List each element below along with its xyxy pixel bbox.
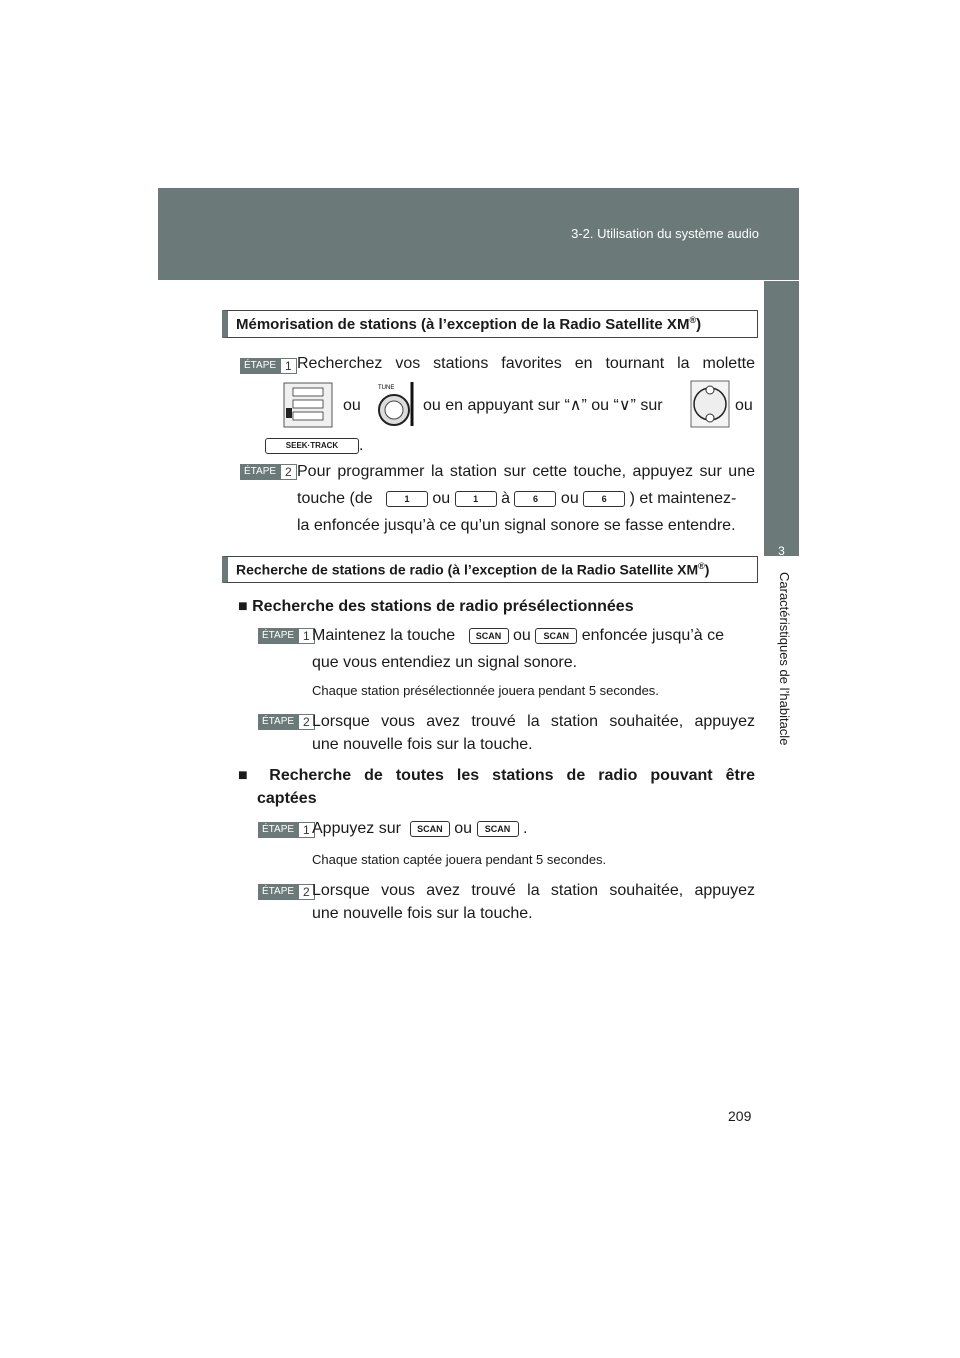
heading-text: Mémorisation de stations (à l’exception de la Radio Satellite XM xyxy=(236,316,690,333)
b1-step1-line2: que vous entendiez un signal sonore. xyxy=(312,654,578,671)
tune-file-knob-icon xyxy=(368,380,416,428)
b2-step2-line2: une nouvelle fois sur la touche. xyxy=(312,905,533,922)
period: . xyxy=(359,437,364,454)
step-badge xyxy=(258,884,315,900)
b1-step2-line2: une nouvelle fois sur la touche. xyxy=(312,736,533,753)
page-number: 209 xyxy=(728,1108,752,1124)
section-title: 3-2. Utilisation du système audio xyxy=(571,226,759,241)
section-heading-recherche xyxy=(222,556,758,583)
step-badge xyxy=(240,464,297,480)
heading-text: Recherche de stations de radio (à l’exception de la Radio Satellite XM xyxy=(236,561,699,578)
heading-sup: ® xyxy=(698,561,705,571)
side-tab-box xyxy=(764,281,799,556)
b1-step2-line1: Lorsque vous avez trouvé la station souhaitée, appuyez xyxy=(312,713,755,730)
step-number: 1 xyxy=(298,822,315,838)
step-label: ÉTAPE xyxy=(258,628,298,644)
bullet-heading-2: ■ Recherche de toutes les stations de radio pouvant être xyxy=(238,767,756,784)
tune-knob-icon xyxy=(283,382,333,428)
step-number: 2 xyxy=(280,464,297,480)
b2-step2-line1: Lorsque vous avez trouvé la station souhaitée, appuyez xyxy=(312,882,755,899)
scan-button: SCAN xyxy=(469,628,509,644)
preset-1-button: 1 xyxy=(386,491,428,507)
svg-text:TUNE: TUNE xyxy=(378,385,395,391)
b2-step1-line1: Appuyez sur SCAN ou SCAN . xyxy=(312,820,528,837)
step2-line2: touche (de 1 ou 1 à 6 ou 6 ) et maintenez- xyxy=(297,490,737,507)
chapter-number: 3 xyxy=(778,544,785,558)
step-number: 1 xyxy=(298,628,315,644)
heading-end: ) xyxy=(704,561,710,578)
step1-text-2: ou en appuyant sur “∧” ou “∨” sur xyxy=(423,397,663,414)
step1-text: Recherchez vos stations favorites en tournant la molette xyxy=(297,355,755,372)
bullet-heading-2b: captées xyxy=(257,790,317,807)
step-badge xyxy=(240,358,297,374)
step-number: 1 xyxy=(280,358,297,374)
or-text-2: ou xyxy=(735,397,753,414)
step-badge xyxy=(258,628,315,644)
header-band xyxy=(158,188,799,280)
preset-6-slanted-button: 6 xyxy=(583,491,625,507)
chapter-label: Caractéristiques de l’habitacle xyxy=(777,572,792,746)
note-text: Chaque station présélectionnée jouera pendant 5 secondes. xyxy=(312,683,659,698)
heading-sup: ® xyxy=(689,315,697,325)
step-number: 2 xyxy=(298,884,315,900)
note-text: Chaque station captée jouera pendant 5 secondes. xyxy=(312,852,607,867)
step-label: ÉTAPE xyxy=(258,822,298,838)
step-number: 2 xyxy=(298,714,315,730)
heading-end: ) xyxy=(696,316,702,333)
b1-step1-line1: Maintenez la touche SCAN ou SCAN enfoncée jusqu’à ce xyxy=(312,627,725,644)
seek-track-knob-icon xyxy=(690,380,730,428)
bullet-heading-1: ■ Recherche des stations de radio présélectionnées xyxy=(238,598,634,615)
seek-track-row xyxy=(265,437,363,455)
step-badge xyxy=(258,822,315,838)
step-label: ÉTAPE xyxy=(240,358,280,374)
or-text: ou xyxy=(343,397,361,414)
scan-slanted-button: SCAN xyxy=(535,628,577,644)
section-heading-memorisation xyxy=(222,310,758,338)
step2-line3: la enfoncée jusqu’à ce qu’un signal sonore se fasse entendre. xyxy=(297,517,736,534)
step-label: ÉTAPE xyxy=(258,714,298,730)
preset-6-button: 6 xyxy=(514,491,556,507)
side-tab xyxy=(764,281,799,1358)
preset-1-slanted-button: 1 xyxy=(455,491,497,507)
step-label: ÉTAPE xyxy=(240,464,280,480)
step-badge xyxy=(258,714,315,730)
seek-track-button: SEEK·TRACK xyxy=(265,438,359,454)
step-label: ÉTAPE xyxy=(258,884,298,900)
scan-button: SCAN xyxy=(410,821,450,837)
scan-slanted-button: SCAN xyxy=(477,821,519,837)
step2-line1: Pour programmer la station sur cette touche, appuyez sur une xyxy=(297,463,755,480)
